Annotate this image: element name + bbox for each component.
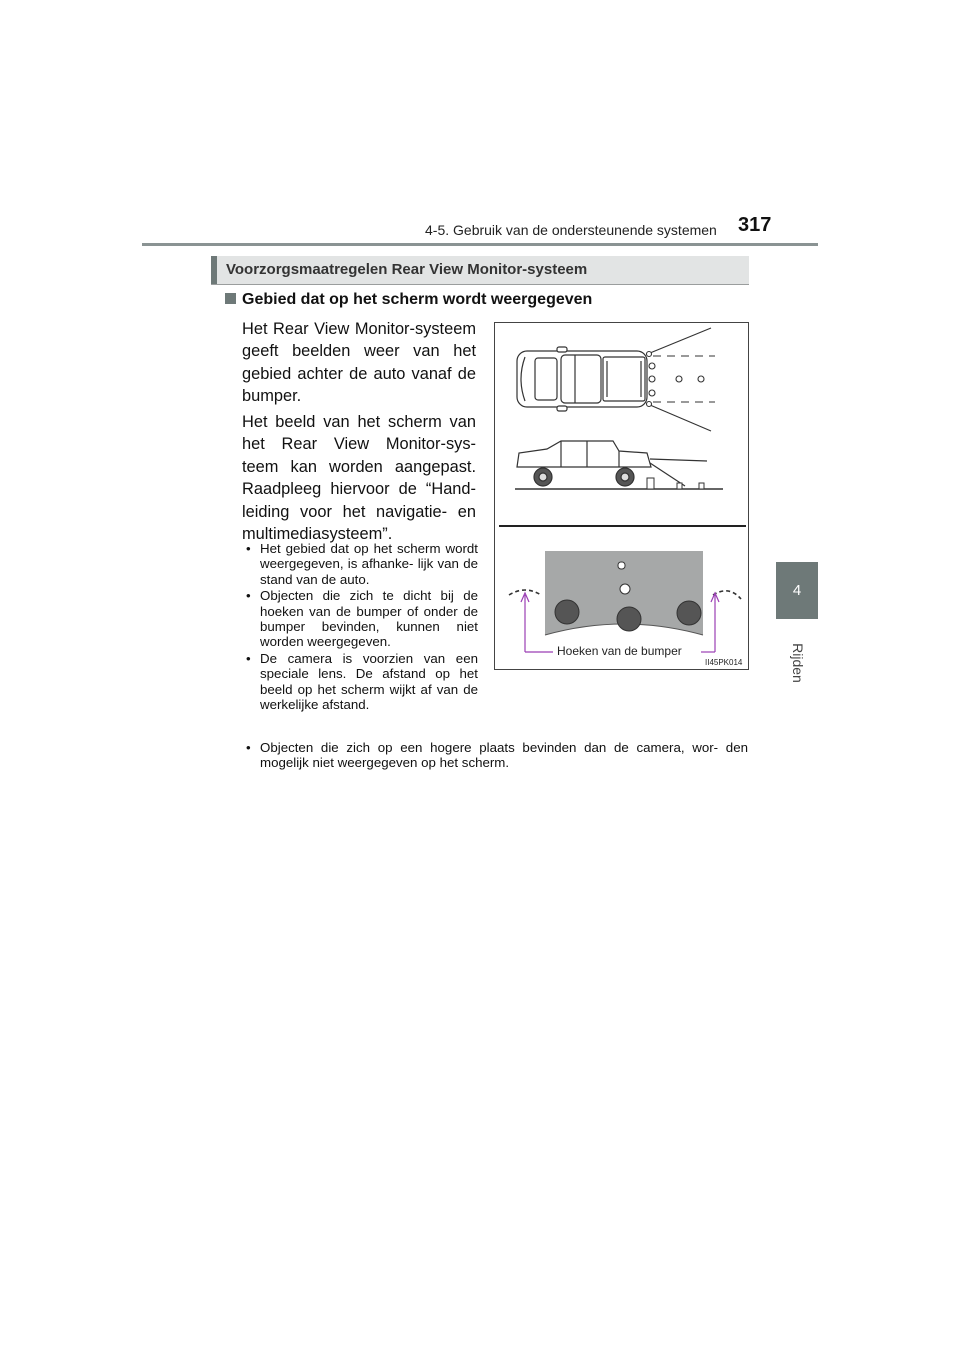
figure-code: II45PK014	[705, 658, 743, 667]
section-accent	[211, 256, 217, 284]
square-bullet-icon	[225, 293, 236, 304]
vehicle-top-view	[517, 347, 647, 411]
section-title: Voorzorgsmaatregelen Rear View Monitor-systeem	[226, 261, 588, 278]
bullet-item	[242, 588, 478, 650]
running-header: 4-5. Gebruik van de ondersteunende systemen	[425, 222, 717, 238]
header-divider	[142, 243, 818, 246]
figure-illustration	[495, 323, 750, 671]
subheading	[225, 291, 592, 309]
bullet-dot: •	[246, 650, 251, 666]
vehicle-side-view	[517, 441, 707, 486]
bullet-item	[242, 651, 478, 713]
bullet-text: De camera is voorzien van een speciale lens. De afstand op het beeld op het scherm wijkt af van de werkelijke afstand.	[260, 650, 478, 713]
bullet-text: Objecten die zich te dicht bij de hoeken van de bumper of onder de bumper bevinden, kunnen niet worden weergegeven.	[260, 588, 478, 650]
bullet-item	[242, 740, 748, 771]
rear-view-figure	[494, 322, 749, 670]
bullet-text: Het gebied dat op het scherm wordt weergegeven, is afhanke- lijk van de stand van de auto.	[260, 541, 478, 587]
chapter-tab: 4	[776, 562, 818, 619]
bullet-list	[242, 541, 478, 713]
obstacle-markers-top	[647, 352, 705, 407]
callout-label: Hoeken van de bumper	[557, 644, 682, 658]
bullet-dot: •	[246, 541, 251, 556]
bullet-list	[242, 740, 748, 772]
paragraph: Het Rear View Monitor-systeem geeft beelden weer van het gebied achter de auto vanaf de bumper.	[242, 320, 476, 406]
bullet-dot: •	[246, 588, 251, 604]
paragraph: Het beeld van het scherm van het Rear View Monitor-sys- teem kan worden aangepast. Raadpleeg hiervoor de “Hand- leiding voor het navigatie- en multimediasysteem”.	[242, 413, 476, 544]
subheading-text: Gebied dat op het scherm wordt weergegeven	[242, 291, 593, 308]
bullet-item	[242, 541, 478, 587]
page-number: 317	[738, 214, 772, 236]
section-title-bar	[211, 256, 749, 285]
bullet-dot: •	[246, 740, 251, 755]
bullet-text: Objecten die zich op een hogere plaats bevinden dan de camera, wor- den mogelijk niet weergegeven op het scherm.	[260, 740, 748, 771]
monitor-screen	[545, 551, 703, 635]
chapter-label-text: Rijden	[790, 643, 806, 683]
chapter-label	[778, 628, 818, 698]
